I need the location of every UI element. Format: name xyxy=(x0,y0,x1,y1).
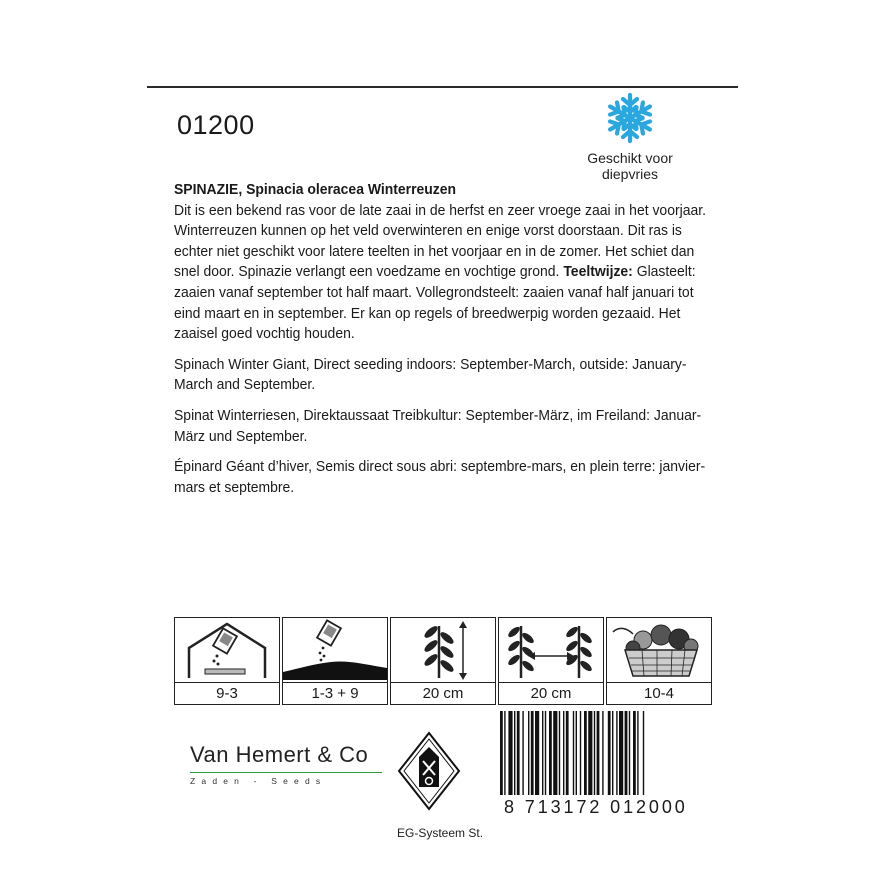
german-section xyxy=(174,406,719,447)
greenhouse-sowing-icon xyxy=(175,618,279,681)
icon-cell-harvest xyxy=(606,617,712,705)
barcode-digits: 8 713172 012000 xyxy=(504,797,688,817)
top-rule xyxy=(147,86,738,88)
plant-spacing-icon xyxy=(499,618,603,681)
icon-value: 10-4 xyxy=(643,685,675,702)
dutch-title: SPINAZIE, Spinacia oleracea Winterreuzen xyxy=(174,181,457,198)
icon-value: 9-3 xyxy=(216,685,238,702)
icon-cell-height xyxy=(390,617,496,705)
icon-value: 1-3 + 9 xyxy=(311,685,359,702)
icon-value: 20 cm xyxy=(530,685,572,702)
german-name: Spinat Winterriesen, xyxy=(174,406,300,424)
french-text: Semis direct sous abri: septembre-mars, en plein terre: janvier-mars et septembre. xyxy=(174,458,706,496)
french-section xyxy=(174,457,719,498)
snowflake-icon xyxy=(600,92,660,144)
brand-rule xyxy=(190,772,382,773)
icon-cell-spacing xyxy=(498,617,604,705)
english-text: Direct seeding indoors: September-March, outside: January-March and September. xyxy=(174,355,687,394)
english-section xyxy=(174,355,719,396)
diamond-logo-icon xyxy=(397,731,461,811)
plant-height-icon xyxy=(391,618,495,681)
icon-value: 20 cm xyxy=(422,685,464,702)
product-code: 01200 xyxy=(177,110,255,140)
cultivation-label: Teeltwijze: xyxy=(563,263,633,281)
brand-tagline: Zaden - Seeds xyxy=(190,776,327,786)
french-name: Épinard Géant d’hiver, xyxy=(174,458,313,476)
icon-cell-greenhouse xyxy=(174,617,280,705)
dutch-section xyxy=(174,180,719,345)
brand-block xyxy=(190,742,390,786)
icon-cell-outdoor xyxy=(282,617,388,705)
english-name: Spinach Winter Giant, xyxy=(174,355,310,373)
harvest-basket-icon xyxy=(607,618,711,681)
barcode xyxy=(498,711,688,799)
dutch-description: Dit is een bekend ras voor de late zaai in de herfst en zeer vroege zaai in het voorjaar. Winterreuzen kunnen op het veld overwinteren en enige vorst doorstaan. Dit ras is echter niet geschikt voor latere teelten in het voorjaar en in de zomer. Het schiet dan snel door. Spinazie verlangt een voedzame en vochtige grond. xyxy=(174,201,706,281)
outdoor-sowing-icon xyxy=(283,618,387,681)
description-block xyxy=(174,180,719,508)
german-text: Direktaussaat Treibkultur: September-März, im Freiland: Januar-März und September. xyxy=(174,406,702,445)
freezer-suitable-badge xyxy=(570,92,690,182)
company-logo xyxy=(397,731,461,816)
cultivation-text: Glasteelt: zaaien vanaf september tot half maart. Vollegrondsteelt: zaaien vanaf half januari tot eind maart en in september. Er kan op regels of breedwerpig worden gezaaid. Het zaaisel goed vochtig houden. xyxy=(174,263,696,343)
freezer-suitable-label: Geschikt voor diepvries xyxy=(587,150,673,182)
eg-system-label: EG-Systeem St. xyxy=(397,826,484,840)
brand-name: Van Hemert & Co xyxy=(190,742,369,767)
